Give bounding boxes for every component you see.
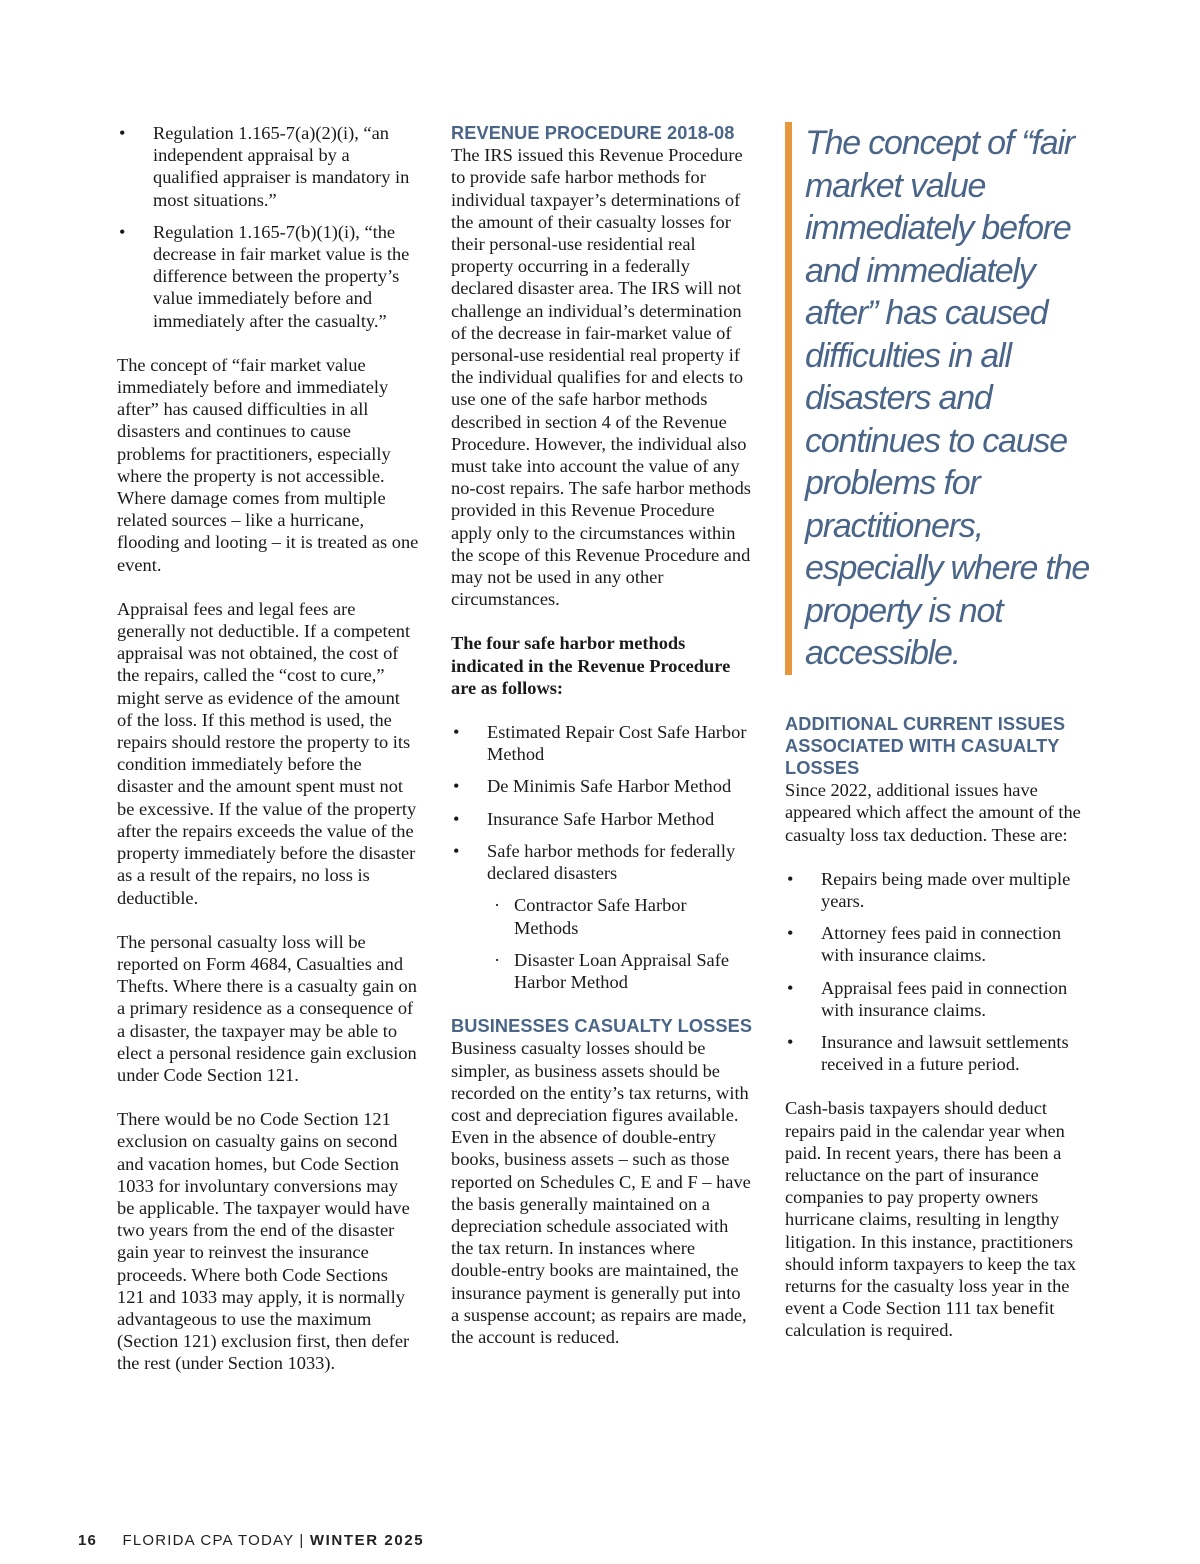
sub-list-item: · Contractor Safe Harbor Methods — [487, 894, 753, 938]
pull-quote: The concept of “fair market value immediately before and immediately after” has caused difficulties in all disasters and continues to cause problems for practitioners, especially where the property is not accessible. — [785, 122, 1090, 675]
list-item: • Attorney fees paid in connection with insurance claims. — [785, 922, 1090, 966]
list-item: • Regulation 1.165-7(a)(2)(i), “an independent appraisal by a qualified appraiser is mandatory in most situations.” — [117, 122, 419, 211]
list-item: • Appraisal fees paid in connection with insurance claims. — [785, 977, 1090, 1021]
safe-harbor-methods-list — [451, 721, 753, 993]
paragraph-appraisal-fees: Appraisal fees and legal fees are generally not deductible. If a competent appraisal was not obtained, the cost of the repairs, called the “cost to cure,” might serve as evidence of the amount of the loss. If this method is used, the repairs should restore the property to its condition immediately before the disaster and the amount spent must not be excessive. If the value of the property after the repairs exceeds the value of the property immediately before the disaster as a result of the repairs, no loss is deductible. — [117, 598, 417, 908]
paragraph-since-2022: Since 2022, additional issues have appeared which affect the amount of the casualty loss tax deduction. These are: — [785, 780, 1081, 845]
heading-businesses-casualty-losses: BUSINESSES CASUALTY LOSSES — [451, 1016, 753, 1037]
list-item-label: Safe harbor methods for federally declared disasters — [487, 840, 736, 884]
regulation-list — [117, 122, 419, 332]
paragraph-safe-harbor-intro: The four safe harbor methods indicated in the Revenue Procedure are as follows: — [451, 633, 731, 698]
page-number: 16 — [78, 1532, 98, 1549]
list-item-federal-disasters — [451, 840, 753, 993]
sub-list-item: · Disaster Loan Appraisal Safe Harbor Method — [487, 949, 753, 993]
paragraph-form-4684: The personal casualty loss will be reported on Form 4684, Casualties and Thefts. Where there is a casualty gain on a primary residence as a consequence of a disaster, the taxpayer may be able to elect a personal residence gain exclusion under Code Section 121. — [117, 931, 417, 1085]
paragraph-revenue-procedure: The IRS issued this Revenue Procedure to provide safe harbor methods for individual taxpayer’s determinations of the amount of their casualty losses for their personal-use residential real property occurring in a federally declared disaster area. The IRS will not challenge an individual’s determination of the decrease in fair-market value of personal-use residential real property if the individual qualifies for and elects to use one of the safe harbor methods described in section 4 of the Revenue Procedure. However, the individual also must take into account the value of any no-cost repairs. The safe harbor methods provided in this Revenue Procedure apply only to the circumstances within the scope of this Revenue Procedure and may not be used in any other circumstances. — [451, 145, 751, 610]
list-item: • De Minimis Safe Harbor Method — [451, 775, 753, 797]
column-2 — [451, 122, 753, 1370]
footer-separator: | — [299, 1532, 305, 1549]
page-footer — [78, 1532, 424, 1549]
paragraph-business-casualty: Business casualty losses should be simpler, as business assets should be recorded on the entity’s tax returns, with cost and depreciation figures available. Even in the absence of double-entry books, business assets – such as those reported on Schedules C, E and F – have the basis generally maintained on a depreciation schedule associated with the tax return. In instances where double-entry books are maintained, the insurance payment is generally put into a suspense account; as repairs are made, the account is reduced. — [451, 1038, 751, 1347]
paragraph-cash-basis: Cash-basis taxpayers should deduct repairs paid in the calendar year when paid. In recent years, there has been a reluctance on the part of insurance companies to pay property owners hurricane claims, resulting in lengthy litigation. In this instance, practitioners should inform taxpayers to keep the tax returns for the casualty loss year in the event a Code Section 111 tax benefit calculation is required. — [785, 1098, 1077, 1341]
column-3 — [785, 122, 1090, 1364]
federal-disaster-sub-list — [487, 894, 753, 993]
list-item: • Repairs being made over multiple years. — [785, 868, 1090, 912]
issues-list — [785, 868, 1090, 1076]
heading-additional-issues: ADDITIONAL CURRENT ISSUES ASSOCIATED WITH CASUALTY LOSSES — [785, 713, 1066, 778]
column-1 — [117, 122, 419, 1397]
paragraph-code-section-1033: There would be no Code Section 121 exclusion on casualty gains on second and vacation homes, but Code Section 1033 for involuntary conversions may be applicable. The taxpayer would have two years from the end of the disaster gain year to reinvest the insurance proceeds. Where both Code Sections 121 and 1033 may apply, it is normally advantageous to use the maximum (Section 121) exclusion first, then defer the rest (under Section 1033). — [117, 1109, 410, 1374]
paragraph-fair-market-value: The concept of “fair market value immediately before and immediately after” has caused difficulties in all disasters and continues to cause problems for practitioners, especially where the property is not accessible. Where damage comes from multiple related sources – like a hurricane, flooding and looting – it is treated as one event. — [117, 354, 419, 575]
list-item: • Insurance Safe Harbor Method — [451, 808, 753, 830]
heading-revenue-procedure: REVENUE PROCEDURE 2018-08 — [451, 123, 735, 143]
list-item: • Regulation 1.165-7(b)(1)(i), “the decrease in fair market value is the difference between the property’s value immediately before and immediately after the casualty.” — [117, 221, 419, 332]
list-item: • Insurance and lawsuit settlements received in a future period. — [785, 1031, 1090, 1075]
publication-name: FLORIDA CPA TODAY — [122, 1532, 295, 1549]
issue-label: WINTER 2025 — [309, 1532, 425, 1549]
list-item: • Estimated Repair Cost Safe Harbor Method — [451, 721, 753, 765]
